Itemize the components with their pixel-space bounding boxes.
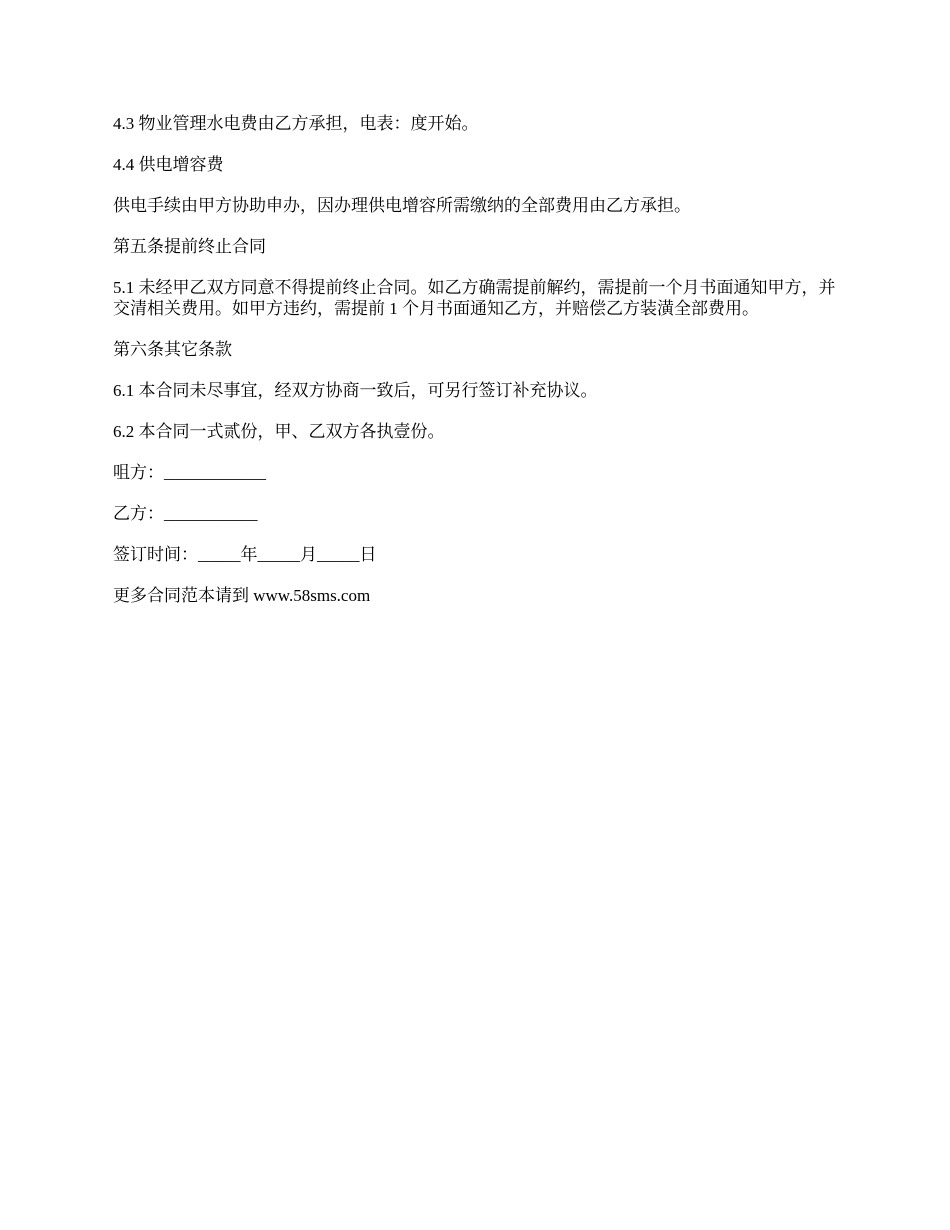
clause-6-2: 6.2 本合同一式贰份，甲、乙双方各执壹份。 bbox=[113, 422, 445, 441]
clause-6-1: 6.1 本合同未尽事宜，经双方协商一致后，可另行签订补充协议。 bbox=[113, 381, 598, 400]
article-5-heading: 第五条提前终止合同 bbox=[113, 237, 266, 256]
party-b-signature-line: 乙方：___________ bbox=[113, 504, 258, 523]
footer-more-templates: 更多合同范本请到 www.58sms.com bbox=[113, 586, 371, 605]
clause-5-1: 5.1 未经甲乙双方同意不得提前终止合同。如乙方确需提前解约，需提前一个月书面通知甲方，并交清相关费用。如甲方违约，需提前 1 个月书面通知乙方，并赔偿乙方装潢全部费用。 bbox=[113, 278, 836, 318]
signing-date-line: 签订时间：_____年_____月_____日 bbox=[113, 545, 377, 564]
party-a-signature-line: 咀方：____________ bbox=[113, 463, 266, 482]
clause-4-4-text: 供电手续由甲方协助申办，因办理供电增容所需缴纳的全部费用由乙方承担。 bbox=[113, 196, 691, 215]
document-body bbox=[113, 113, 838, 626]
article-6-heading: 第六条其它条款 bbox=[113, 340, 232, 359]
clause-4-3: 4.3 物业管理水电费由乙方承担，电表：度开始。 bbox=[113, 114, 479, 133]
clause-4-4-heading: 4.4 供电增容费 bbox=[113, 155, 224, 174]
